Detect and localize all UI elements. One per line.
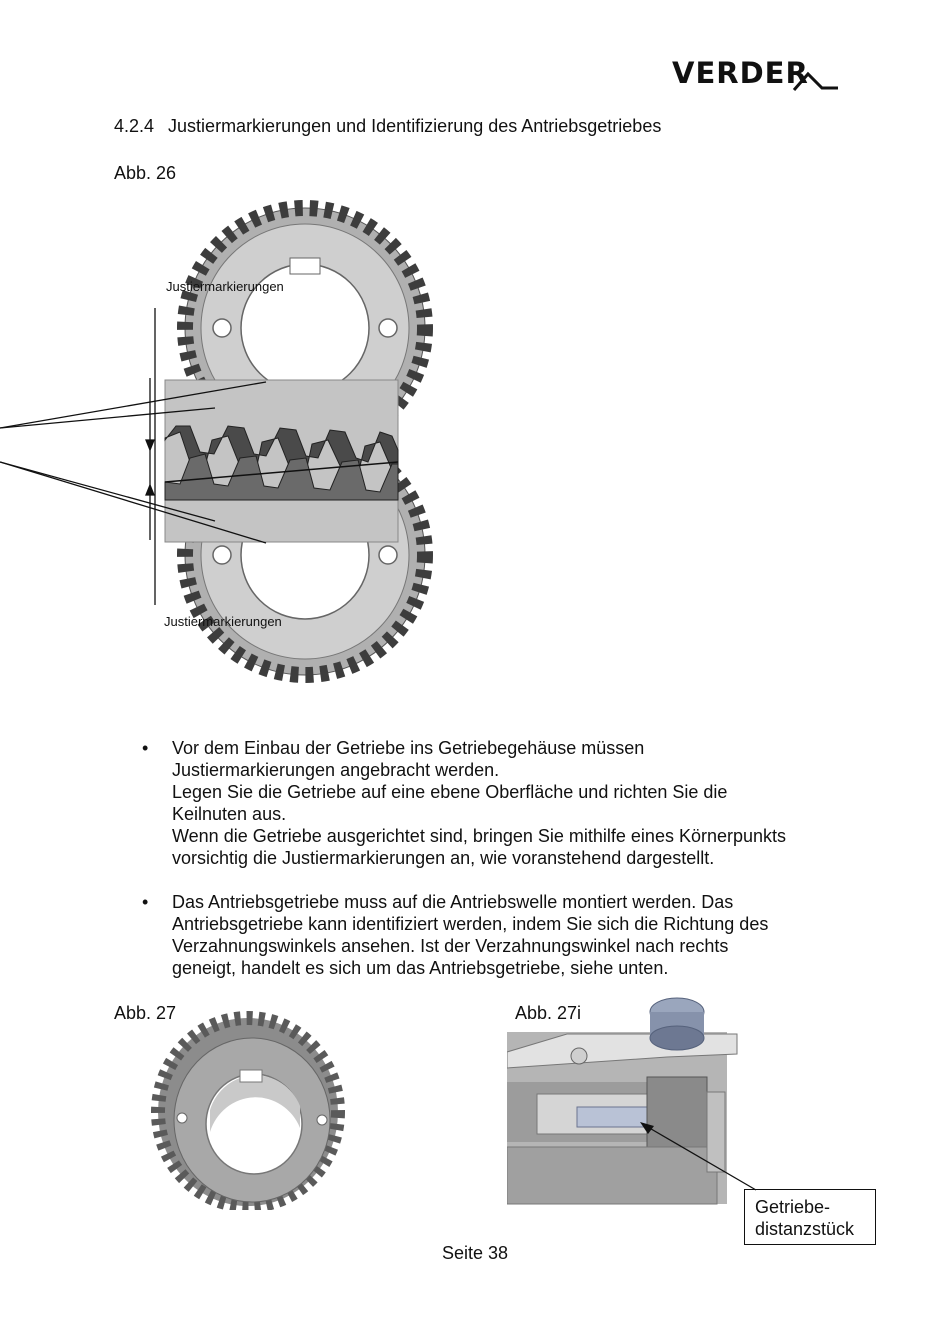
figure-26-label: Abb. 26 [114, 163, 177, 183]
alignment-marks-label-top: Justiermarkierungen [166, 279, 284, 294]
list-item [142, 737, 842, 869]
bullet-icon: • [142, 738, 149, 758]
list-item-line: Wenn die Getriebe ausgerichtet sind, bringen Sie mithilfe eines Körnerpunkts [172, 826, 787, 846]
section-title: Justiermarkierungen und Identifizierung des Antriebsgetriebes [168, 116, 662, 136]
callout-box [744, 1189, 876, 1245]
figure-27-label: Abb. 27 [114, 1003, 177, 1023]
list-item [142, 891, 842, 979]
callout-arrow [630, 1110, 770, 1195]
figure-27i-label: Abb. 27i [515, 1003, 582, 1023]
mesh-detail-inset [165, 380, 398, 542]
callout-line: Getriebe- [755, 1197, 831, 1217]
bullet-icon: • [142, 892, 149, 912]
list-item-line: Verzahnungswinkels ansehen. Ist der Verzahnungswinkel nach rechts [172, 936, 729, 956]
list-item-line: geneigt, handelt es sich um das Antriebsgetriebe, siehe unten. [172, 958, 669, 978]
logo-text: VERDER [672, 56, 809, 90]
callout-line: distanzstück [755, 1219, 855, 1239]
section-number: 4.2.4 [114, 116, 155, 136]
verder-logo [672, 56, 840, 94]
instructions-list [142, 737, 842, 1001]
list-item-line: Antriebsgetriebe kann identifiziert werden, indem Sie sich die Richtung des [172, 914, 769, 934]
list-item-line: Das Antriebsgetriebe muss auf die Antriebswelle montiert werden. Das [172, 892, 734, 912]
alignment-marks-label-bottom: Justiermarkierungen [164, 614, 282, 629]
page-number: Seite 38 [441, 1243, 509, 1263]
list-item-line: vorsichtig die Justiermarkierungen an, wie voranstehend dargestellt. [172, 848, 715, 868]
section-heading [114, 116, 661, 137]
list-item-line: Legen Sie die Getriebe auf eine ebene Oberfläche und richten Sie die [172, 782, 728, 802]
figure-27-helical-gear-illustration [150, 1010, 345, 1210]
list-item-line: Keilnuten aus. [172, 804, 287, 824]
logo-swoosh-icon [792, 62, 840, 94]
list-item-line: Vor dem Einbau der Getriebe ins Getriebegehäuse müssen [172, 738, 645, 758]
list-item-line: Justiermarkierungen angebracht werden. [172, 760, 500, 780]
